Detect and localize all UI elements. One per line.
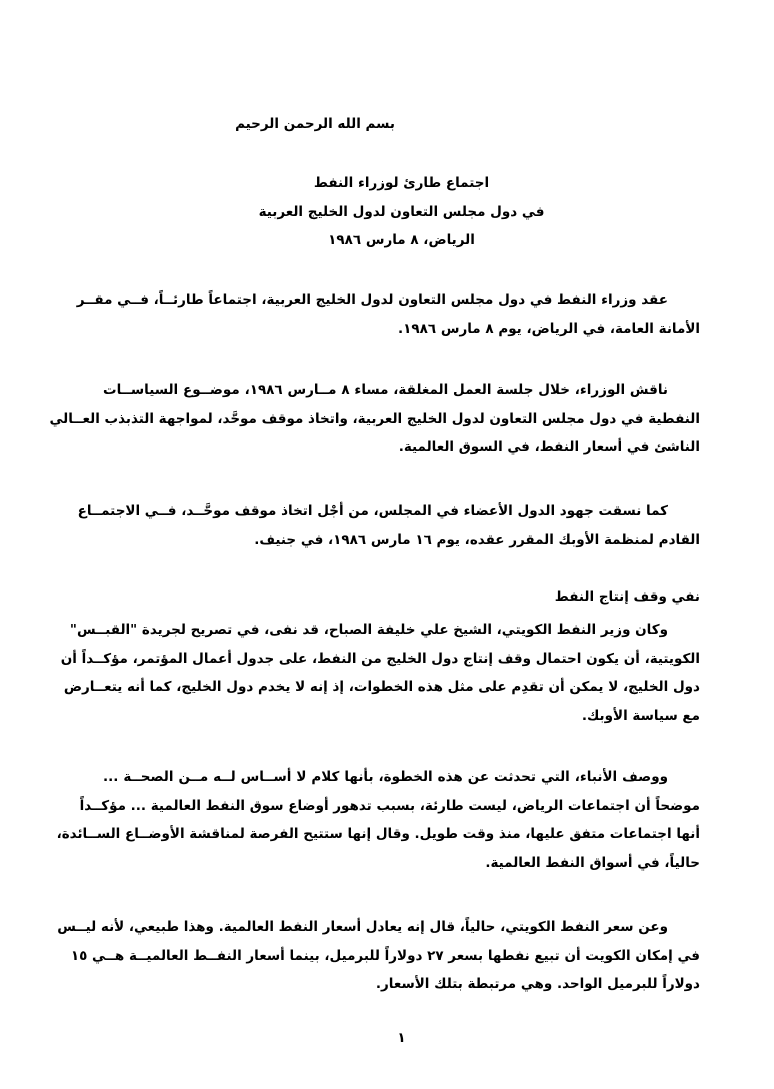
title-line: اجتماع طارئ لوزراء النفط — [313, 175, 490, 191]
paragraph: كما نسقت جهود الدول الأعضاء في المجلس، من أجْل اتخاذ موقف موحَّــد، فــي الاجتمــاع القادم لمنظمة الأوبك المقرر عقده، يوم ١٦ مارس ١٩٨٦، في جنيف. — [77, 503, 700, 548]
section-heading: نفي وقف إنتاج النفط — [554, 589, 700, 605]
title-line: في دول مجلس التعاون لدول الخليج العربية — [258, 203, 545, 220]
paragraph: ووصف الأنباء، التي تحدثت عن هذه الخطوة، بأنها كلام لا أســاس لــه مــن الصحــة ... موضحاً أن اجتماعات الرياض، ليست طارئة، بسبب تدهور أوضاع سوق النفط العالمية ... مؤكــداً أنها اجتماعات متفق عليها، منذ وقت طويل. وقال إنها ستتيح الفرصة لمناقشة الأوضــاع الســائدة، حالياً، في أسواق النفط العالمية. — [56, 769, 700, 872]
paragraph: ناقش الوزراء، خلال جلسة العمل المغلقة، مساء ٨ مــارس ١٩٨٦، موضــوع السياســات النفطية في دول مجلس التعاون لدول الخليج العربية، واتخاذ موقف موحَّد، لمواجهة التذبذب العــالي الناشئ في أسعار النفط، في السوق العالمية. — [49, 382, 700, 456]
document-title — [103, 169, 700, 255]
paragraph: عقد وزراء النفط في دول مجلس التعاون لدول الخليج العربية، اجتماعاً طارئــاً، فــي مقــر الأمانة العامة، في الرياض، يوم ٨ مارس ١٩٨٦. — [76, 292, 700, 337]
basmala: بسم الله الرحمن الرحيم — [235, 116, 395, 132]
paragraph: وعن سعر النفط الكويتي، حالياً، قال إنه يعادل أسعار النفط العالمية. وهذا طبيعي، لأنه ليــس في إمكان الكويت أن تبيع نفطها بسعر ٢٧ دولاراً للبرميل، بينما أسعار النفــط العالميــة هــي ١٥ دولاراً للبرميل الواحد. وهي مرتبطة بتلك الأسعار. — [57, 919, 700, 993]
page-number: ١ — [397, 1030, 406, 1046]
paragraph: وكان وزير النفط الكويتي، الشيخ علي خليفة الصباح، قد نفى، في تصريح لجريدة "القبــس" الكويتية، أن يكون احتمال وقف إنتاج دول الخليج من النفط، على جدول أعمال المؤتمر، مؤكــداً أن دول الخليج، لا يمكن أن تقدِم على مثل هذه الخطوات، إذ إنه لا يخدم دول الخليج، كما أنه يتعــارض مع سياسة الأوبك. — [60, 622, 700, 725]
title-date: الرياض، ٨ مارس ١٩٨٦ — [328, 232, 475, 249]
